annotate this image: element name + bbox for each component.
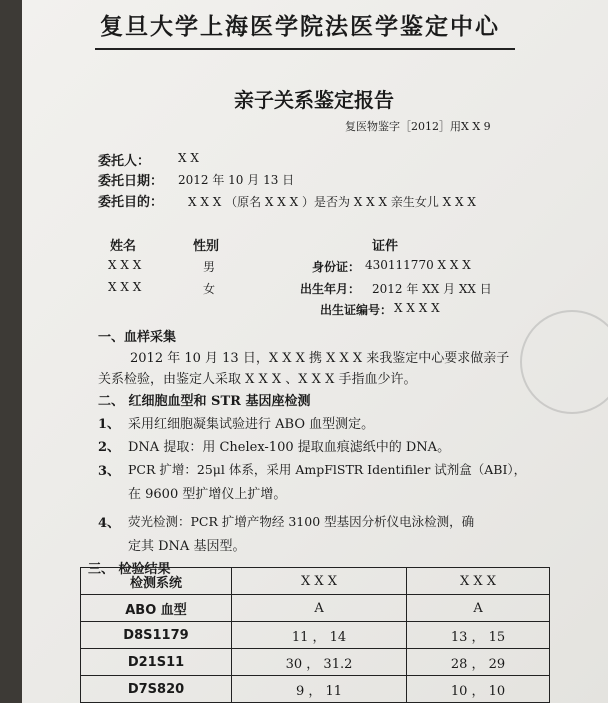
table-row [81, 676, 550, 703]
person-sex: 男 [203, 260, 216, 274]
header-cell: X X X [407, 568, 550, 595]
system-cell: D8S1179 [81, 622, 232, 649]
table-row [81, 649, 550, 676]
col-sex-header: 性别 [193, 239, 220, 254]
table-row [81, 595, 550, 622]
section-1-line: 关系检验，由鉴定人采取 X X X 、X X X 手指血少许。 [98, 372, 417, 387]
item-text-cont: 在 9600 型扩增仪上扩增。 [128, 487, 287, 502]
person-id-value: 430111770 X X X [365, 258, 471, 272]
purpose-value: X X X （原名 X X X ）是否为 X X X 亲生女儿 X X X [188, 195, 476, 209]
purpose-label: 委托目的： [98, 195, 164, 210]
person-id-label: 身份证： [312, 260, 361, 274]
system-cell: ABO 血型 [81, 595, 232, 622]
birth-cert-label: 出生证编号： [320, 303, 393, 317]
document-number: 复医物鉴字［2012］用X X 9 [345, 120, 491, 133]
report-title: 亲子关系鉴定报告 [234, 88, 394, 112]
person-id-value: 2012 年 XX 月 XX 日 [372, 282, 492, 296]
value-cell: 11 ， 14 [232, 622, 407, 649]
section-1-line: 2012 年 10 月 13 日，X X X 携 X X X 来我鉴定中心要求做亲子 [130, 351, 510, 366]
header-divider [95, 48, 515, 50]
table-row [81, 622, 550, 649]
binder-edge [0, 0, 22, 703]
item-text: 荧光检测：PCR 扩增产物经 3100 型基因分析仪电泳检测，确 [128, 514, 475, 529]
section-2-title: 二、 红细胞血型和 STR 基因座检测 [98, 394, 311, 409]
section-1-title: 一、血样采集 [98, 330, 177, 345]
header-cell: 检测系统 [81, 568, 232, 595]
col-name-header: 姓名 [110, 239, 137, 254]
value-cell: 28 ， 29 [407, 649, 550, 676]
item-text: DNA 提取：用 Chelex-100 提取血痕滤纸中的 DNA。 [128, 440, 451, 455]
value-cell: 30 ， 31.2 [232, 649, 407, 676]
date-value: 2012 年 10 月 13 日 [178, 173, 295, 187]
system-cell: D21S11 [81, 649, 232, 676]
item-text: 采用红细胞凝集试验进行 ABO 血型测定。 [128, 417, 375, 432]
value-cell: 10 ， 10 [407, 676, 550, 703]
client-label: 委托人： [98, 154, 151, 169]
value-cell: 9 ， 11 [232, 676, 407, 703]
results-table [80, 567, 550, 703]
value-cell: 13 ， 15 [407, 622, 550, 649]
item-text-cont: 定其 DNA 基因型。 [128, 539, 246, 554]
system-cell: D7S820 [81, 676, 232, 703]
birth-cert-value: X X X X [394, 301, 440, 315]
item-number: 3、 [98, 464, 121, 479]
item-number: 4、 [98, 516, 121, 531]
item-number: 1、 [98, 417, 121, 432]
table-header-row [81, 568, 550, 595]
col-id-header: 证件 [372, 239, 399, 254]
date-label: 委托日期： [98, 174, 164, 189]
person-name: X X X [108, 258, 142, 272]
header-cell: X X X [232, 568, 407, 595]
value-cell: A [232, 595, 407, 622]
value-cell: A [407, 595, 550, 622]
item-number: 2、 [98, 440, 121, 455]
client-value: X X [178, 151, 199, 165]
person-id-label: 出生年月： [300, 282, 361, 296]
item-text: PCR 扩增：25μl 体系，采用 AmpFlSTR Identifiler 试剂盒（ABI）， [128, 462, 527, 477]
section-3-title: 三、 检验结果 [88, 562, 171, 577]
person-name: X X X [108, 280, 142, 294]
organization-name: 复旦大学上海医学院法医学鉴定中心 [100, 13, 500, 40]
person-sex: 女 [203, 282, 216, 296]
